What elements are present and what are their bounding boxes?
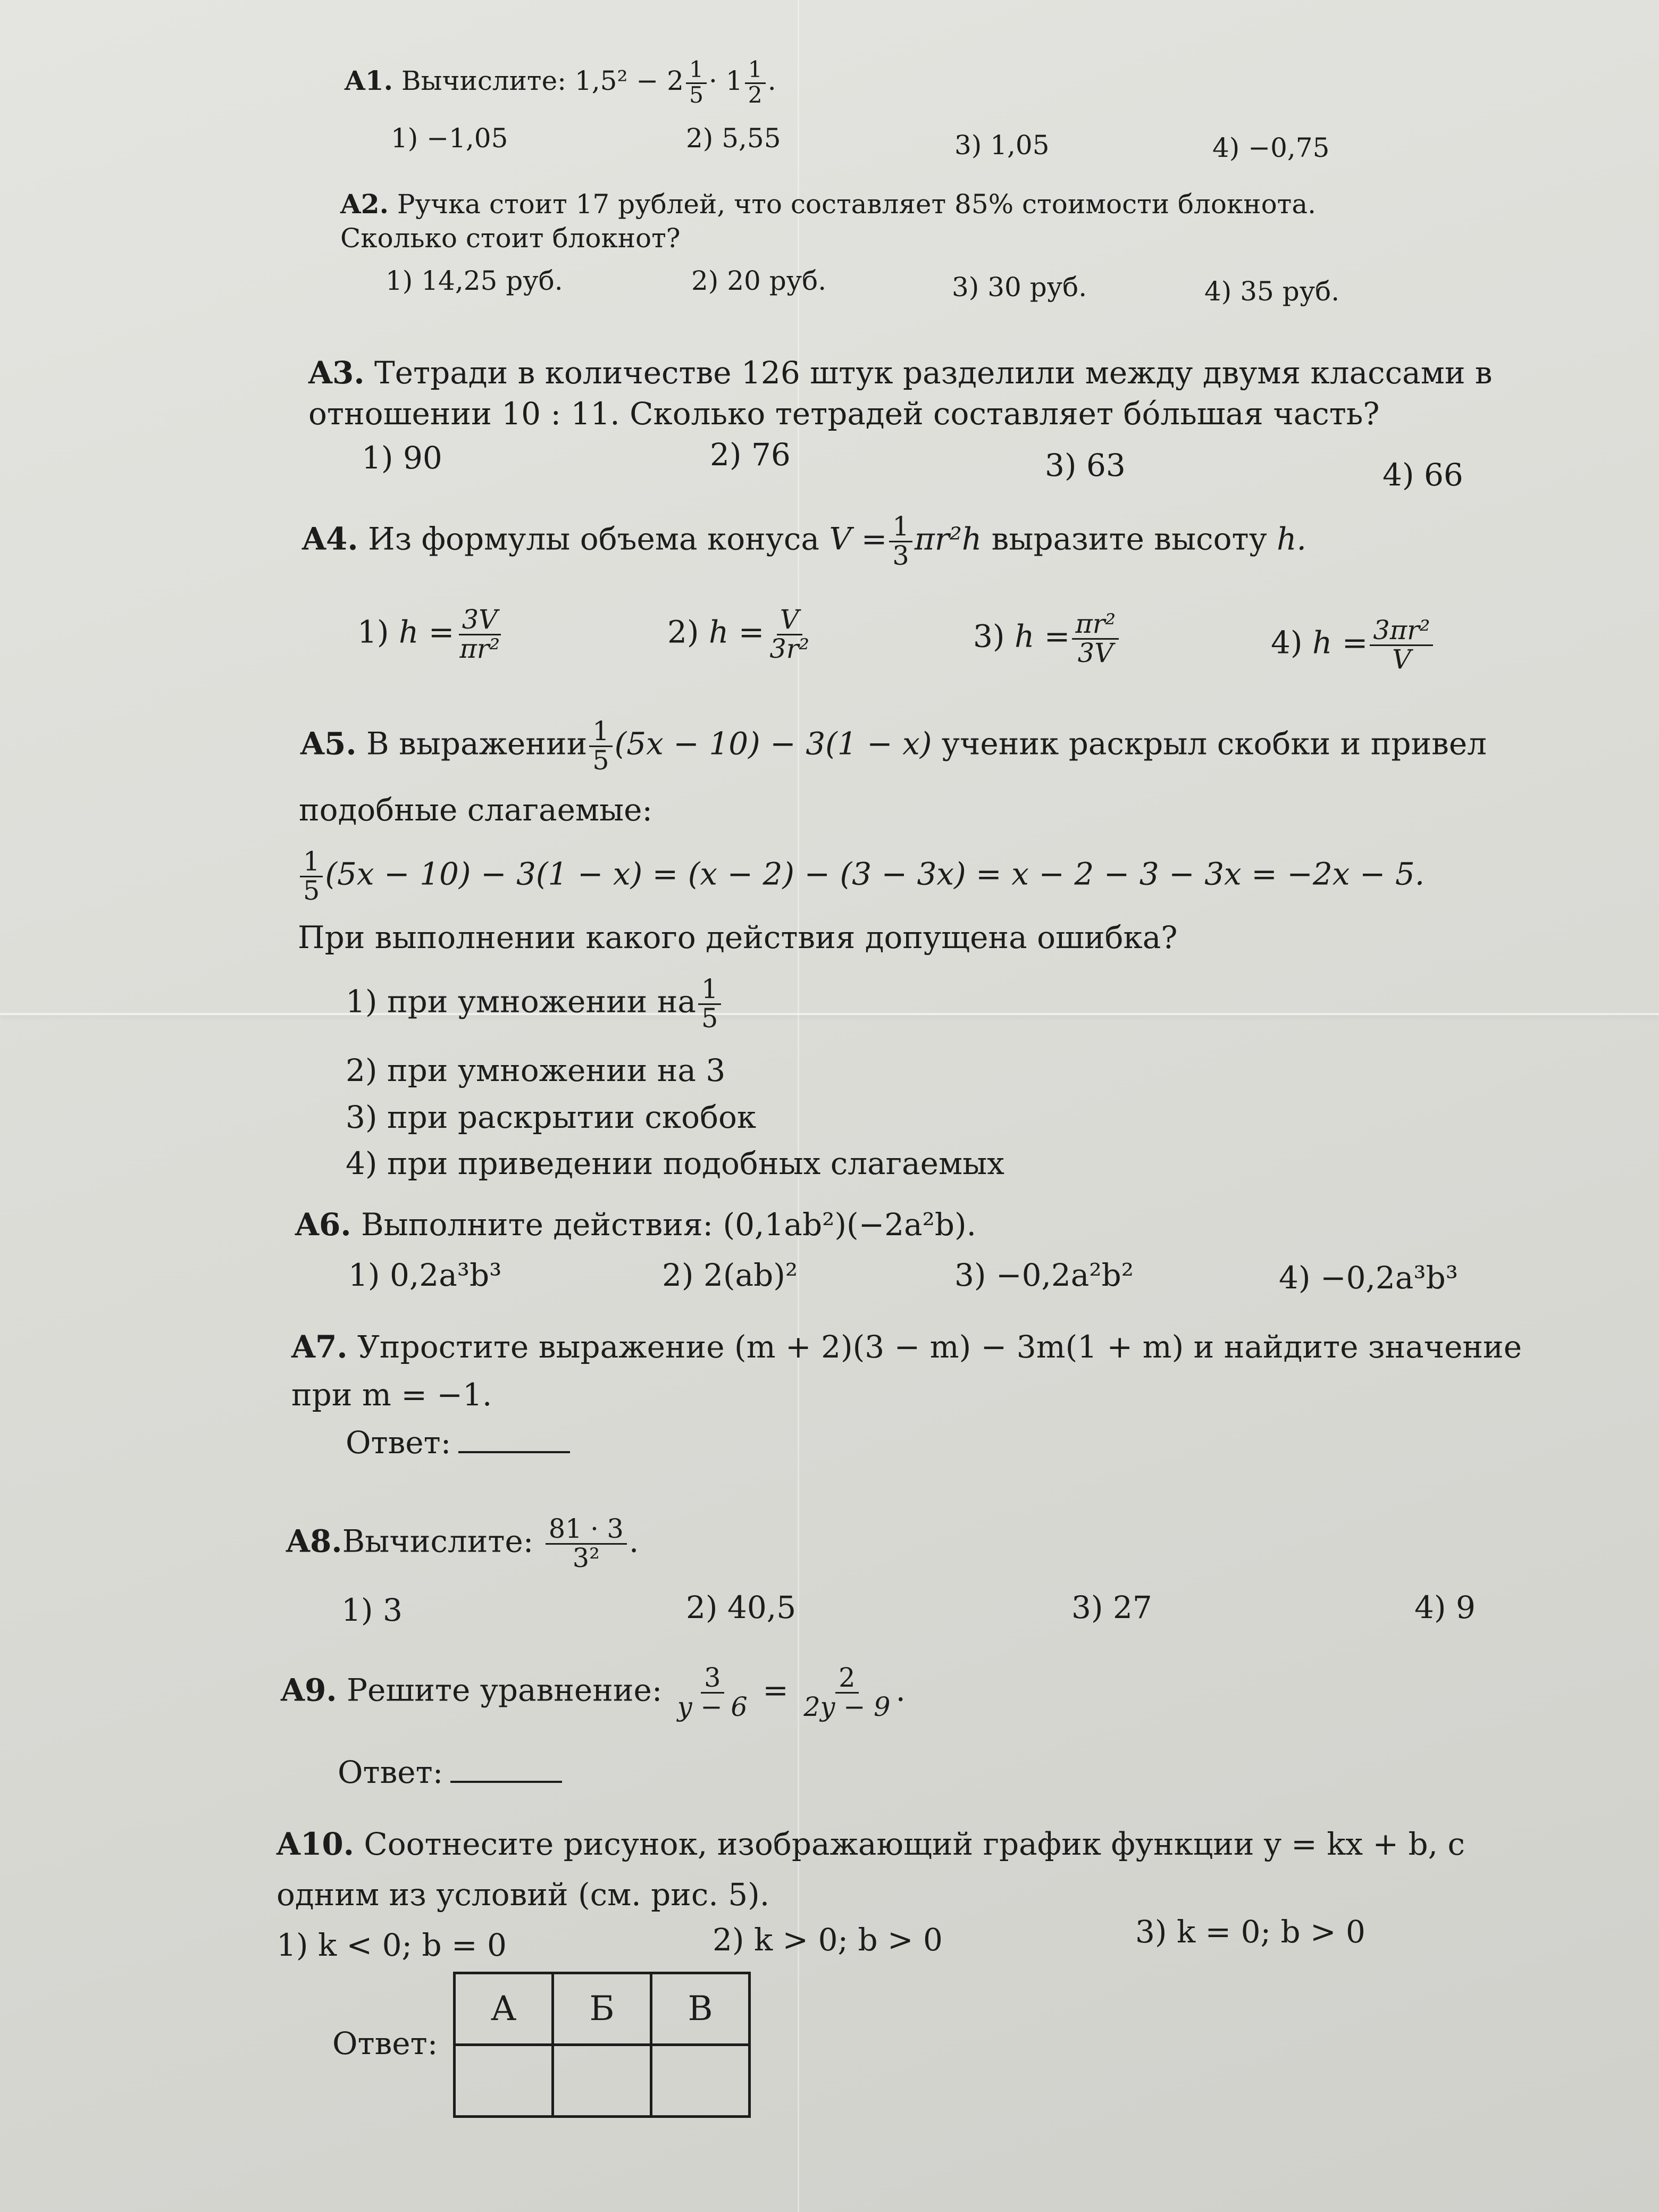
fraction: $\frac{1}{2}$ (745, 58, 766, 107)
option-4: 4) при приведении подобных слагаемых (346, 1145, 1004, 1182)
question-a10 (276, 1826, 1465, 1862)
answer-cell-b[interactable] (553, 2045, 651, 2117)
question-number: A5. (300, 725, 357, 762)
question-a5-line2: подобные слагаемые: (299, 792, 653, 828)
fraction: $\frac{2}{2y - 9}$ (803, 1662, 891, 1722)
fraction: $\frac{1}{5}$ (300, 848, 323, 905)
question-a5: A5. В выражении $\frac{1}{5}$ (5x − 10) − 3(1 − x) ученик раскрыл скобки и привел (300, 716, 1487, 776)
option-1: 1) при умножении на $\frac{1}{5}$ (346, 976, 723, 1033)
question-a7 (291, 1329, 1522, 1365)
question-a2 (340, 189, 1316, 220)
option-4: 4) −0,75 (1212, 132, 1330, 163)
question-a3 (308, 355, 1493, 391)
option-2: 2) 5,55 (686, 123, 781, 154)
question-text: Упростите выражение (m + 2)(3 − m) − 3m(1 + m) и найдите значение (357, 1329, 1522, 1365)
question-text: Решите уравнение: (347, 1672, 663, 1708)
question-text: Вычислите: (342, 1523, 534, 1560)
option-3: 3) k = 0; b > 0 (1135, 1914, 1365, 1950)
question-a7-line2: при m = −1. (291, 1377, 492, 1413)
column-header-a: А (455, 1973, 553, 2045)
option-3: 3) 63 (1045, 447, 1126, 483)
question-a8: A8.Вычислите: $\frac{81 \cdot 3}{\text{3²}}$ . (286, 1513, 639, 1573)
question-text: Вычислите: (401, 65, 567, 97)
option-2: 2) 76 (710, 437, 791, 473)
answer-blank[interactable] (450, 1759, 562, 1783)
question-a9: A9. Решите уравнение: $\frac{3}{y - 6}$ = $\frac{2}{2y - 9}$ . (281, 1662, 906, 1722)
question-number: A7. (291, 1329, 348, 1365)
answer-label: Ответ: (332, 2025, 438, 2062)
question-a3-line2: отношении 10 : 11. Сколько тетрадей составляет бóльшая часть? (308, 396, 1380, 432)
option-1: 1) −1,05 (391, 123, 508, 154)
answer-cell-a[interactable] (455, 2045, 553, 2117)
option-4: 4) 35 руб. (1204, 276, 1340, 307)
question-text: В выражении (366, 725, 588, 762)
question-text: Из формулы объема конуса (368, 521, 819, 557)
option-1: 1) h = $\frac{3V}{\text{πr²}}$ (357, 604, 500, 664)
paper-fold-horizontal (0, 1013, 1659, 1015)
question-number: A3. (308, 355, 365, 391)
question-a10-line2: одним из условий (см. рис. 5). (276, 1876, 770, 1913)
question-number: A10. (276, 1826, 354, 1862)
equation: $\frac{1}{5}$ (5x − 10) − 3(1 − x) = (x − 2) − (3 − 3x) = x − 2 − 3 − 3x = −2x − 5. (298, 848, 1425, 905)
question-text: Ручка стоит 17 рублей, что составляет 85% стоимости блокнота. (397, 189, 1317, 220)
option-2: 2) при умножении на 3 (346, 1052, 726, 1088)
option-1: 1) 0,2a³b³ (348, 1257, 502, 1293)
fraction: $\frac{1}{5}$ (589, 718, 612, 775)
fraction: $\frac{3}{y - 6}$ (677, 1662, 748, 1722)
question-number: A2. (340, 188, 389, 220)
fraction: $\frac{1}{5}$ (686, 58, 707, 107)
option-2: 2) h = $\frac{V}{\text{3r²}}$ (667, 604, 810, 664)
answer-field[interactable] (346, 1425, 570, 1461)
table-answer-row (455, 2045, 750, 2117)
option-1: 1) 90 (362, 440, 442, 476)
option-2: 2) 2(ab)² (662, 1257, 798, 1293)
answer-label: Ответ: (338, 1754, 443, 1790)
answer-label: Ответ: (346, 1425, 451, 1461)
option-1: 1) 14,25 руб. (386, 265, 563, 296)
option-3: 3) 1,05 (954, 130, 1050, 161)
option-3: 3) при раскрытии скобок (346, 1099, 757, 1135)
fraction: $\frac{81 \cdot 3}{\text{3²}}$ (546, 1515, 627, 1572)
answer-blank[interactable] (458, 1430, 570, 1453)
option-1: 1) k < 0; b = 0 (276, 1927, 507, 1963)
question-number: A9. (281, 1672, 337, 1708)
option-3: 3) h = $\frac{\text{πr²}}{3V}$ (973, 610, 1121, 667)
answer-field[interactable] (338, 1755, 562, 1790)
option-1: 1) 3 (341, 1592, 403, 1628)
paper-fold-vertical (798, 0, 799, 2212)
question-number: A6. (295, 1206, 351, 1243)
answer-table (453, 1972, 751, 2118)
question-a4: A4. Из формулы объема конуса V = $\frac{1}{3}$ πr²h выразите высоту h. (302, 511, 1306, 571)
math-expression: 1,5² − 2 (574, 65, 684, 97)
option-3: 3) 27 (1071, 1589, 1152, 1626)
option-4: 4) h = $\frac{\text{3πr²}}{V}$ (1271, 617, 1435, 674)
option-3: 3) 30 руб. (952, 272, 1087, 303)
question-a2-line2: Сколько стоит блокнот? (340, 223, 681, 254)
fraction: $\frac{1}{3}$ (889, 513, 912, 570)
question-text: Соотнесите рисунок, изображающий график функции y = kx + b, с (364, 1826, 1465, 1862)
question-text: Тетради в количестве 126 штук разделили между двумя классами в (374, 355, 1493, 391)
column-header-b: Б (553, 1973, 651, 2045)
option-3: 3) −0,2a²b² (954, 1257, 1134, 1293)
answer-cell-v[interactable] (651, 2045, 750, 2117)
question-a1: A1. Вычислите: 1,5² − 2 $\frac{1}{5}$ · 1 $\frac{1}{2}$ . (345, 57, 776, 108)
option-2: 2) k > 0; b > 0 (713, 1922, 943, 1958)
question-number: A4. (302, 521, 358, 557)
question-number: A8. (286, 1523, 342, 1560)
table-header-row (455, 1973, 750, 2045)
option-2: 2) 40,5 (686, 1589, 797, 1626)
question-a5-prompt: При выполнении какого действия допущена ошибка? (298, 919, 1178, 956)
option-4: 4) −0,2a³b³ (1279, 1260, 1459, 1296)
question-a6 (295, 1207, 976, 1243)
option-4: 4) 9 (1414, 1589, 1476, 1626)
question-text: Выполните действия: (0,1ab²)(−2a²b). (361, 1206, 977, 1243)
question-number: A1. (345, 65, 393, 97)
option-4: 4) 66 (1382, 457, 1463, 493)
option-2: 2) 20 руб. (691, 265, 827, 296)
column-header-v: В (651, 1973, 750, 2045)
